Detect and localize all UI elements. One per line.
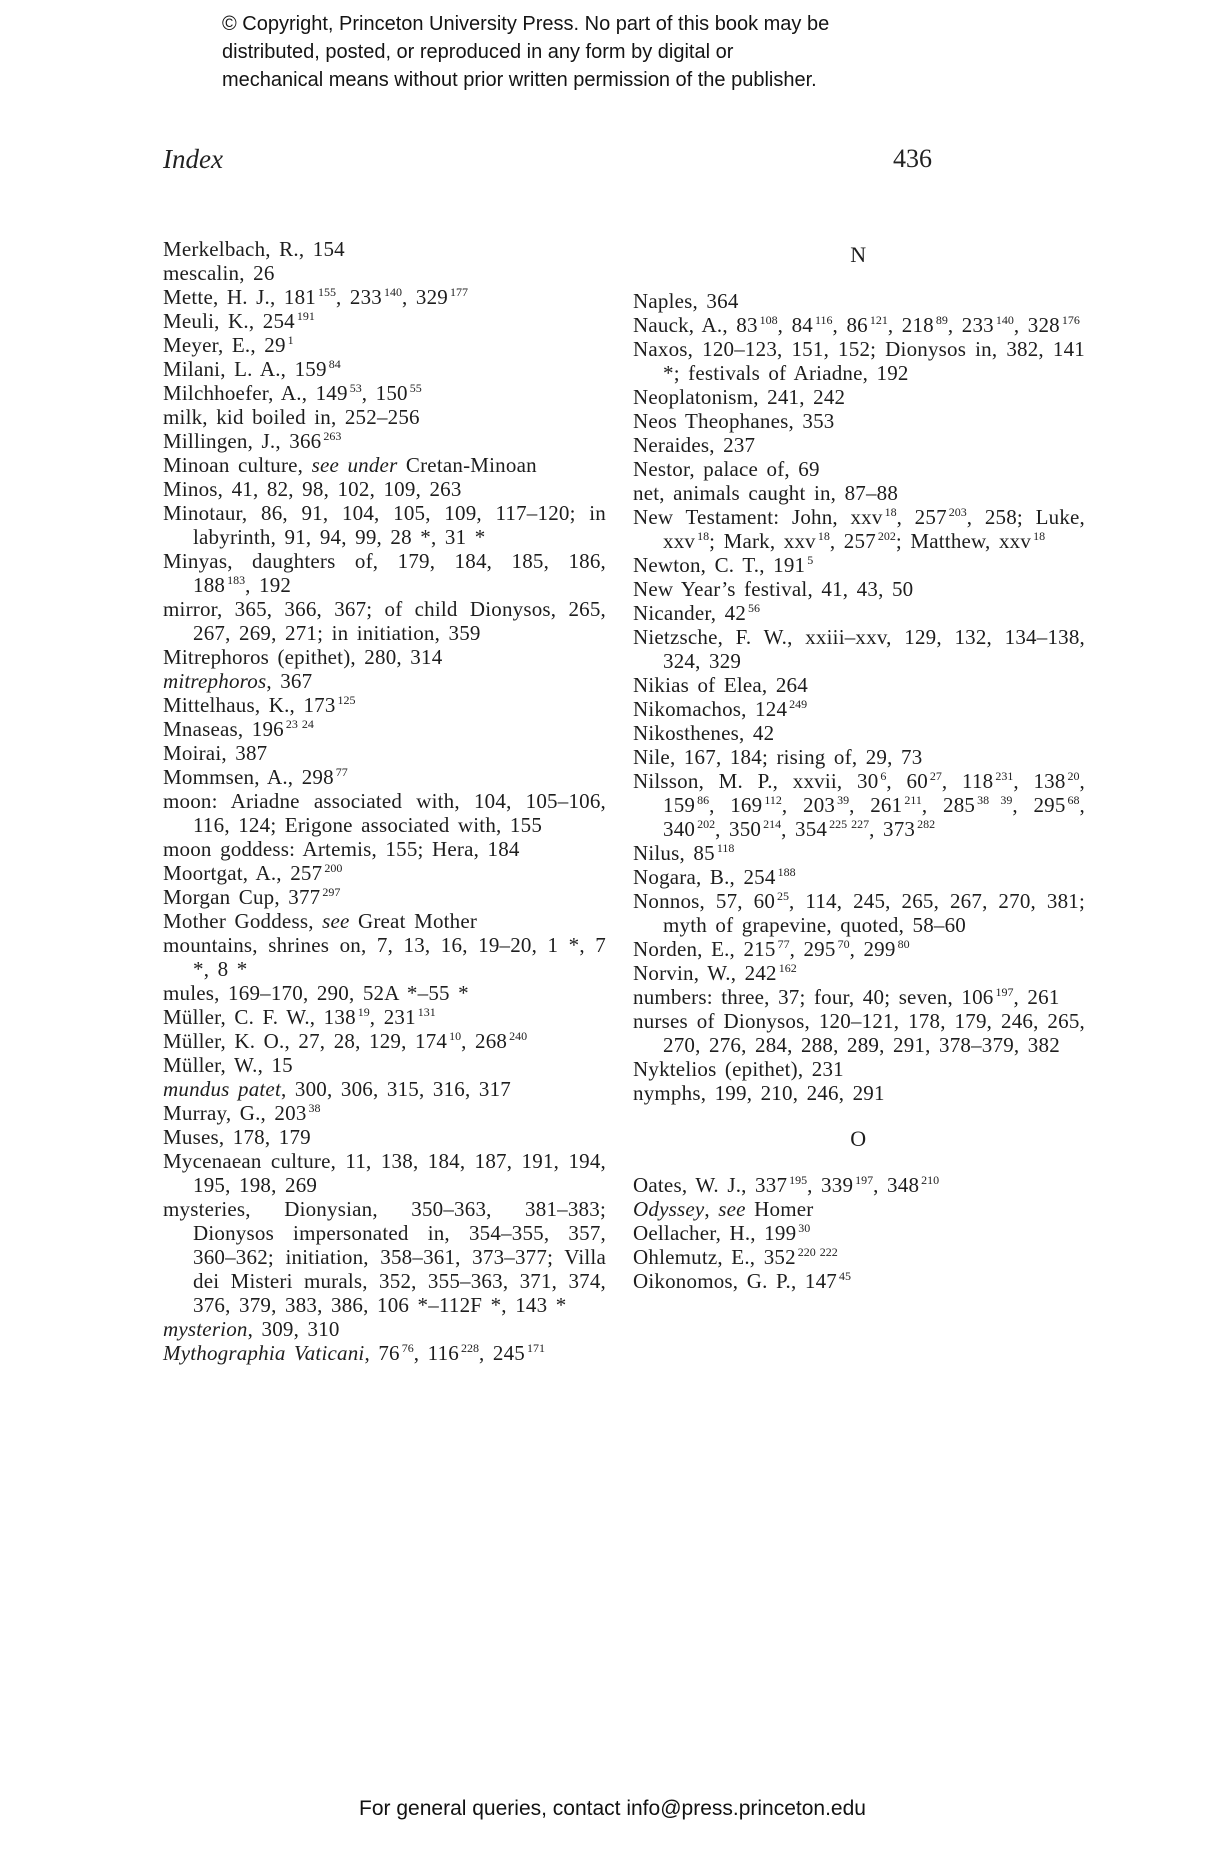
index-entry: Neoplatonism, 241, 242	[633, 385, 846, 409]
index-entry: Mythographia Vaticani, 76 $^{76}$, 116 $^{228}$, 245 $^{171}$	[163, 1341, 545, 1365]
index-entry: Nestor, palace of, 69	[633, 457, 820, 481]
index-entry: Müller, C. F. W., 138 $^{19}$, 231 $^{131}$	[163, 1005, 436, 1029]
page-number: 436	[893, 144, 932, 173]
index-right-column	[633, 237, 1085, 1293]
index-entry: Neos Theophanes, 353	[633, 409, 835, 433]
index-entry: Nikomachos, 124 $^{249}$	[633, 697, 808, 721]
index-entry: numbers: three, 37; four, 40; seven, 106 $^{197}$, 261	[633, 985, 1060, 1009]
index-entry: Merkelbach, R., 154	[163, 237, 345, 261]
index-entry: Ohlemutz, E., 352 $^{220 222}$	[633, 1245, 838, 1269]
index-entry: Nonnos, 57, 60 $^{25}$, 114, 245, 265, 267, 270, 381; myth of grapevine, quoted, 58–60	[633, 889, 1085, 937]
page-title: Index	[163, 144, 223, 174]
index-entry: milk, kid boiled in, 252–256	[163, 405, 420, 429]
index-entry: Meyer, E., 29 $^1$	[163, 333, 294, 357]
index-entry: Moirai, 387	[163, 741, 268, 765]
index-entry: Nogara, B., 254 $^{188}$	[633, 865, 796, 889]
index-entry: Nilus, 85 $^{118}$	[633, 841, 735, 865]
section-heading-o: O	[850, 1126, 868, 1151]
index-entry: mysterion, 309, 310	[163, 1317, 340, 1341]
index-entry: Nilsson, M. P., xxvii, 30 $^6$, 60 $^{27}$, 118 $^{231}$, 138 $^{20}$, 159 $^{86}$, 169 $^{112}$, 203 $^{39}$, 261 $^{211}$, 285 $^{38 39}$, 295 $^{68}$, 340 $^{202}$, 350 $^{214}$, 354 $^{225 227}$, 373 $^{282}$	[633, 769, 1085, 841]
footer-contact-line: For general queries, contact info@press.princeton.edu	[359, 1797, 866, 1820]
index-entry: Milani, L. A., 159 $^{84}$	[163, 357, 341, 381]
index-entry: Naxos, 120–123, 151, 152; Dionysos in, 382, 141 *; festivals of Ariadne, 192	[633, 337, 1085, 385]
index-entry: Neraides, 237	[633, 433, 756, 457]
index-entry: Millingen, J., 366 $^{263}$	[163, 429, 342, 453]
index-entry: mitrephoros, 367	[163, 669, 313, 693]
index-entry: Müller, W., 15	[163, 1053, 293, 1077]
copyright-notice: © Copyright, Princeton University Press. No part of this book may be distributed, posted, or reproduced in any form by digital or mechanical means without prior written permission of the publisher.	[222, 13, 830, 91]
index-entry: Norden, E., 215 $^{77}$, 295 $^{70}$, 299 $^{80}$	[633, 937, 910, 961]
index-entry: Oellacher, H., 199 $^{30}$	[633, 1221, 811, 1245]
section-heading-n: N	[850, 242, 868, 267]
index-entry: Nikosthenes, 42	[633, 721, 775, 745]
index-entry: mules, 169–170, 290, 52A *–55 *	[163, 981, 469, 1005]
index-entry: Murray, G., 203 $^{38}$	[163, 1101, 321, 1125]
index-entry: Norvin, W., 242 $^{162}$	[633, 961, 797, 985]
index-entry: Oates, W. J., 337 $^{195}$, 339 $^{197}$, 348 $^{210}$	[633, 1173, 940, 1197]
index-left-column	[163, 237, 606, 1365]
index-entry: nurses of Dionysos, 120–121, 178, 179, 246, 265, 270, 276, 284, 288, 289, 291, 378–379, 382	[633, 1009, 1085, 1057]
index-entry: moon goddess: Artemis, 155; Hera, 184	[163, 837, 520, 861]
index-entry: Oikonomos, G. P., 147 $^{45}$	[633, 1269, 851, 1293]
page-header	[163, 144, 1085, 184]
index-entry: net, animals caught in, 87–88	[633, 481, 899, 505]
index-entry: moon: Ariadne associated with, 104, 105–106, 116, 124; Erigone associated with, 155	[163, 789, 606, 837]
index-entry: Minyas, daughters of, 179, 184, 185, 186, 188 $^{183}$, 192	[163, 549, 606, 597]
index-entry: Morgan Cup, 377 $^{297}$	[163, 885, 341, 909]
index-entry: mundus patet, 300, 306, 315, 316, 317	[163, 1077, 511, 1101]
index-entry: Mycenaean culture, 11, 138, 184, 187, 191, 194, 195, 198, 269	[163, 1149, 606, 1197]
index-entry: Mother Goddess, see Great Mother	[163, 909, 478, 933]
index-entry: Minoan culture, see under Cretan-Minoan	[163, 453, 537, 477]
index-entry: Mittelhaus, K., 173 $^{125}$	[163, 693, 356, 717]
index-entry: New Year’s festival, 41, 43, 50	[633, 577, 914, 601]
index-entry: Nikias of Elea, 264	[633, 673, 808, 697]
index-entry: Naples, 364	[633, 289, 739, 313]
index-entry: Nietzsche, F. W., xxiii–xxv, 129, 132, 134–138, 324, 329	[633, 625, 1085, 673]
index-entry: Minos, 41, 82, 98, 102, 109, 263	[163, 477, 462, 501]
index-entry: New Testament: John, xxv $^{18}$, 257 $^{203}$, 258; Luke, xxv $^{18}$; Mark, xxv $^{18}$, 257 $^{202}$; Matthew, xxv $^{18}$	[633, 505, 1085, 553]
index-entry: Müller, K. O., 27, 28, 129, 174 $^{10}$, 268 $^{240}$	[163, 1029, 528, 1053]
index-entry: Newton, C. T., 191 $^5$	[633, 553, 814, 577]
index-entry: mescalin, 26	[163, 261, 275, 285]
index-entry: Moortgat, A., 257 $^{200}$	[163, 861, 343, 885]
index-entry: Muses, 178, 179	[163, 1125, 311, 1149]
index-entry: Mnaseas, 196 $^{23 24}$	[163, 717, 314, 741]
index-entry: Mitrephoros (epithet), 280, 314	[163, 645, 443, 669]
index-entry: Mommsen, A., 298 $^{77}$	[163, 765, 348, 789]
index-entry: nymphs, 199, 210, 246, 291	[633, 1081, 885, 1105]
index-entry: mountains, shrines on, 7, 13, 16, 19–20, 1 *, 7 *, 8 *	[163, 933, 606, 981]
index-entry: Mette, H. J., 181 $^{155}$, 233 $^{140}$, 329 $^{177}$	[163, 285, 468, 309]
index-entry: Meuli, K., 254 $^{191}$	[163, 309, 315, 333]
index-entry: mirror, 365, 366, 367; of child Dionysos, 265, 267, 269, 271; in initiation, 359	[163, 597, 606, 645]
index-entry: Nauck, A., 83 $^{108}$, 84 $^{116}$, 86 $^{121}$, 218 $^{89}$, 233 $^{140}$, 328 $^{176}$	[633, 313, 1080, 337]
index-entry: Odyssey, see Homer	[633, 1197, 814, 1221]
index-entry: Nyktelios (epithet), 231	[633, 1057, 844, 1081]
index-entry: Milchhoefer, A., 149 $^{53}$, 150 $^{55}$	[163, 381, 422, 405]
index-entry: mysteries, Dionysian, 350–363, 381–383; Dionysos impersonated in, 354–355, 357, 360–362; initiation, 358–361, 373–377; Villa dei Misteri murals, 352, 355–363, 371, 374, 376, 379, 383, 386, 106 *–112F *, 143 *	[163, 1197, 606, 1317]
index-entry: Nicander, 42 $^{56}$	[633, 601, 761, 625]
index-entry: Minotaur, 86, 91, 104, 105, 109, 117–120; in labyrinth, 91, 94, 99, 28 *, 31 *	[163, 501, 606, 549]
index-entry: Nile, 167, 184; rising of, 29, 73	[633, 745, 923, 769]
